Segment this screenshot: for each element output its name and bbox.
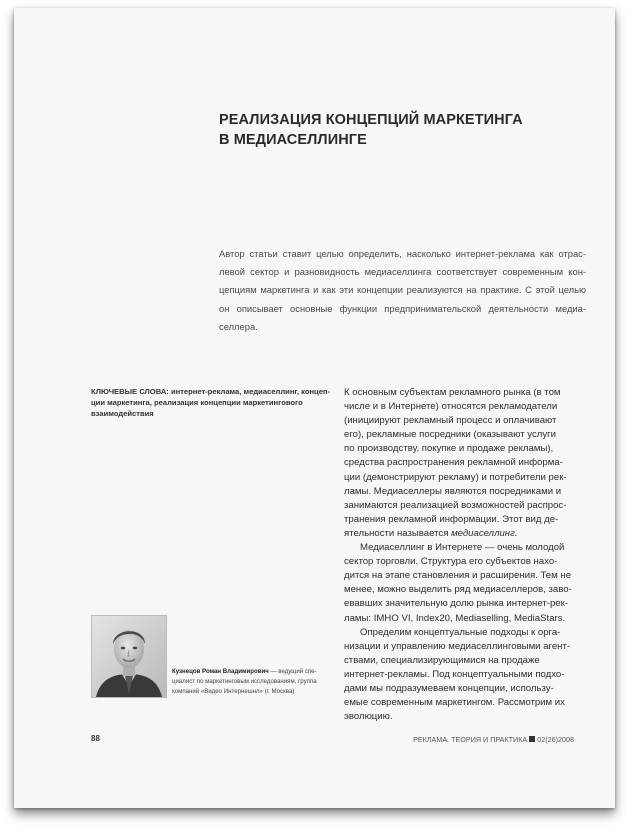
author-name: Кузнецов Роман Владимирович (172, 668, 269, 675)
body-line: по производству, покупке и продаже рекламы), (344, 443, 554, 455)
body-line: его), рекламные посредники (оказывают услуги (344, 429, 557, 441)
body-line: транения рекламной информации. Этот вид де- (344, 513, 559, 525)
square-bullet-icon (529, 736, 535, 742)
body-line (344, 527, 589, 541)
abstract-line: селлера. (219, 320, 258, 332)
abstract-line: он описывает основные функции предпринимательской деятельности медиа- (219, 302, 586, 314)
body-line-text: ятельности называется (344, 527, 449, 539)
body-line: ламы: IMHO VI, Index20, Mediaselling, MediaStars. (344, 612, 566, 624)
keywords-line: ции маркетинга, реализация концепции маркетингового (91, 398, 303, 407)
author-role: — ведущий спе- (268, 668, 317, 675)
body-line: ствами, специализирующимися на продаже (344, 654, 540, 666)
body-line: емые современным маркетингом. Рассмотрим их (344, 697, 565, 709)
body-line: дится на этапе становления и расширения. Тем не (344, 570, 572, 582)
body-line: евавших значительную долю рынка интернет-рек- (344, 598, 569, 610)
body-line: ламы. Медиаселлеры являются посредниками и (344, 485, 562, 497)
author-line: циалист по маркетинговым исследованиям, группа (172, 678, 317, 685)
article-title (219, 110, 579, 150)
author-line (172, 667, 337, 677)
issue-number: 02(26)2008 (537, 735, 574, 744)
body-line: ции (демонстрируют рекламу) и потребители рек- (344, 471, 567, 483)
journal-name: РЕКЛАМА. ТЕОРИЯ И ПРАКТИКА (413, 735, 528, 744)
body-line: низации и управлению медиаселлинговыми агент- (344, 640, 571, 652)
author-portrait-image (92, 616, 166, 697)
body-line: занимаются реализацией возможностей распрос- (344, 499, 567, 511)
journal-page (14, 8, 615, 808)
article-body (344, 386, 589, 724)
running-footer (413, 735, 574, 744)
body-line: Медиаселлинг в Интернете — очень молодой (360, 542, 565, 554)
title-line-1: РЕАЛИЗАЦИЯ КОНЦЕПЦИЙ МАРКЕТИНГА (219, 112, 523, 128)
author-bio (172, 667, 337, 697)
abstract-line: Автор статьи ставит целью определить, насколько интернет-реклама как отрас- (219, 248, 586, 259)
abstract-line: левой сектор и разновидность медиаселлинга соответствует современным кон- (219, 266, 586, 278)
body-line: К основным субъектам рекламного рынка (в том (344, 387, 561, 398)
page-number: 88 (91, 734, 100, 743)
keywords-line: КЛЮЧЕВЫЕ СЛОВА: интернет-реклама, медиаселлинг, концеп- (91, 387, 331, 396)
article-abstract (219, 245, 586, 336)
body-line: эволюцию. (344, 711, 393, 723)
body-line: дами мы подразумеваем концепции, использу- (344, 682, 554, 694)
keywords-line: взаимодействия (91, 409, 154, 418)
body-line: средства распространения рекламной информа- (344, 457, 563, 469)
body-line: Определим концептуальные подходы к орга- (360, 626, 561, 638)
abstract-line: цепциям маркетинга и как эти концепции реализуются на практике. С этой целью (219, 284, 586, 296)
title-line-2: В МЕДИАСЕЛЛИНГЕ (219, 132, 367, 148)
author-line: компаний «Видео Интернешнл» (г. Москва) (172, 688, 295, 695)
body-italic-term: медиаселлинг. (451, 527, 518, 539)
body-line: менее, можно выделить ряд медиаселлеров, заво- (344, 584, 572, 596)
author-photo (91, 615, 167, 698)
keywords (91, 386, 331, 419)
body-line: сектор торговли. Структура его субъектов нахо- (344, 556, 558, 568)
body-line: интернет-рекламы. Под концептуальными подхо- (344, 668, 565, 680)
body-line: числе и в Интернете) относятся рекламодатели (344, 401, 558, 413)
body-line: (инициируют рекламный процесс и оплачивают (344, 415, 557, 427)
